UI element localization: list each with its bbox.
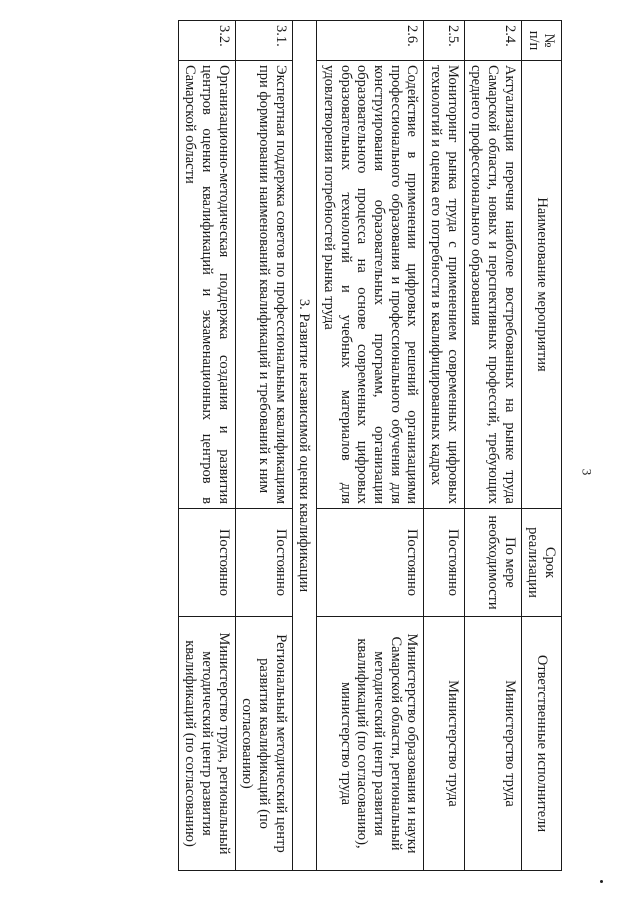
scan-speck xyxy=(600,880,603,883)
section-row xyxy=(292,21,317,871)
table-row xyxy=(464,21,521,871)
row-responsible: Министерство труда xyxy=(424,617,464,871)
header-term: Срок реализации xyxy=(521,509,561,617)
table-header-row xyxy=(521,21,561,871)
page-number: 3 xyxy=(579,468,595,476)
row-number: 2.5. xyxy=(424,21,464,61)
section-heading: 3. Развитие независимой оценки квалификации xyxy=(292,21,317,871)
row-term: Постоянно xyxy=(178,509,235,617)
row-number: 2.6. xyxy=(317,21,424,61)
row-name: Мониторинг рынка труда с применением современных цифровых технологий и оценка его потребности в квалифицированных кадрах xyxy=(424,61,464,509)
row-responsible: Министерство образования и науки Самарской области, региональный методический центр развития квалификаций (по согласованию), министерство труда xyxy=(317,617,424,871)
row-responsible: Министерство труда xyxy=(464,617,521,871)
header-name: Наименование мероприятия xyxy=(521,61,561,509)
row-name: Экспертная поддержка советов по профессиональным квалификациям при формировании наименований квалификаций и требований к ним xyxy=(235,61,292,509)
row-responsible: Региональный методический центр развития квалификаций (по согласованию) xyxy=(235,617,292,871)
row-name: Актуализация перечня наиболее востребованных на рынке труда Самарской области, новых и перспективных профессий, требующих среднего профессионального образования xyxy=(464,61,521,509)
row-number: 3.1. xyxy=(235,21,292,61)
table-row xyxy=(178,21,235,871)
rotated-sheet xyxy=(122,20,562,870)
measures-table xyxy=(178,20,562,871)
table-row xyxy=(424,21,464,871)
row-term: Постоянно xyxy=(424,509,464,617)
header-responsible: Ответственные исполнители xyxy=(521,617,561,871)
row-name: Организационно-методическая поддержка создания и развития центров оценки квалификаций и экзаменационных центров в Самарской области xyxy=(178,61,235,509)
header-number: № п/п xyxy=(521,21,561,61)
table-row xyxy=(235,21,292,871)
row-responsible: Министерство труда, региональный методический центр развития квалификаций (по согласованию) xyxy=(178,617,235,871)
row-term: По мере необходимости xyxy=(464,509,521,617)
row-term: Постоянно xyxy=(317,509,424,617)
row-number: 2.4. xyxy=(464,21,521,61)
table-row xyxy=(317,21,424,871)
row-name: Содействие в применении цифровых решений организациями профессионального образования и профессионального обучения для конструирования образовательных программ, организации образовательного процесса на основе современных цифровых образовательных технологий и учебных материалов для удовлетворения потребностей рынка труда xyxy=(317,61,424,509)
row-term: Постоянно xyxy=(235,509,292,617)
row-number: 3.2. xyxy=(178,21,235,61)
